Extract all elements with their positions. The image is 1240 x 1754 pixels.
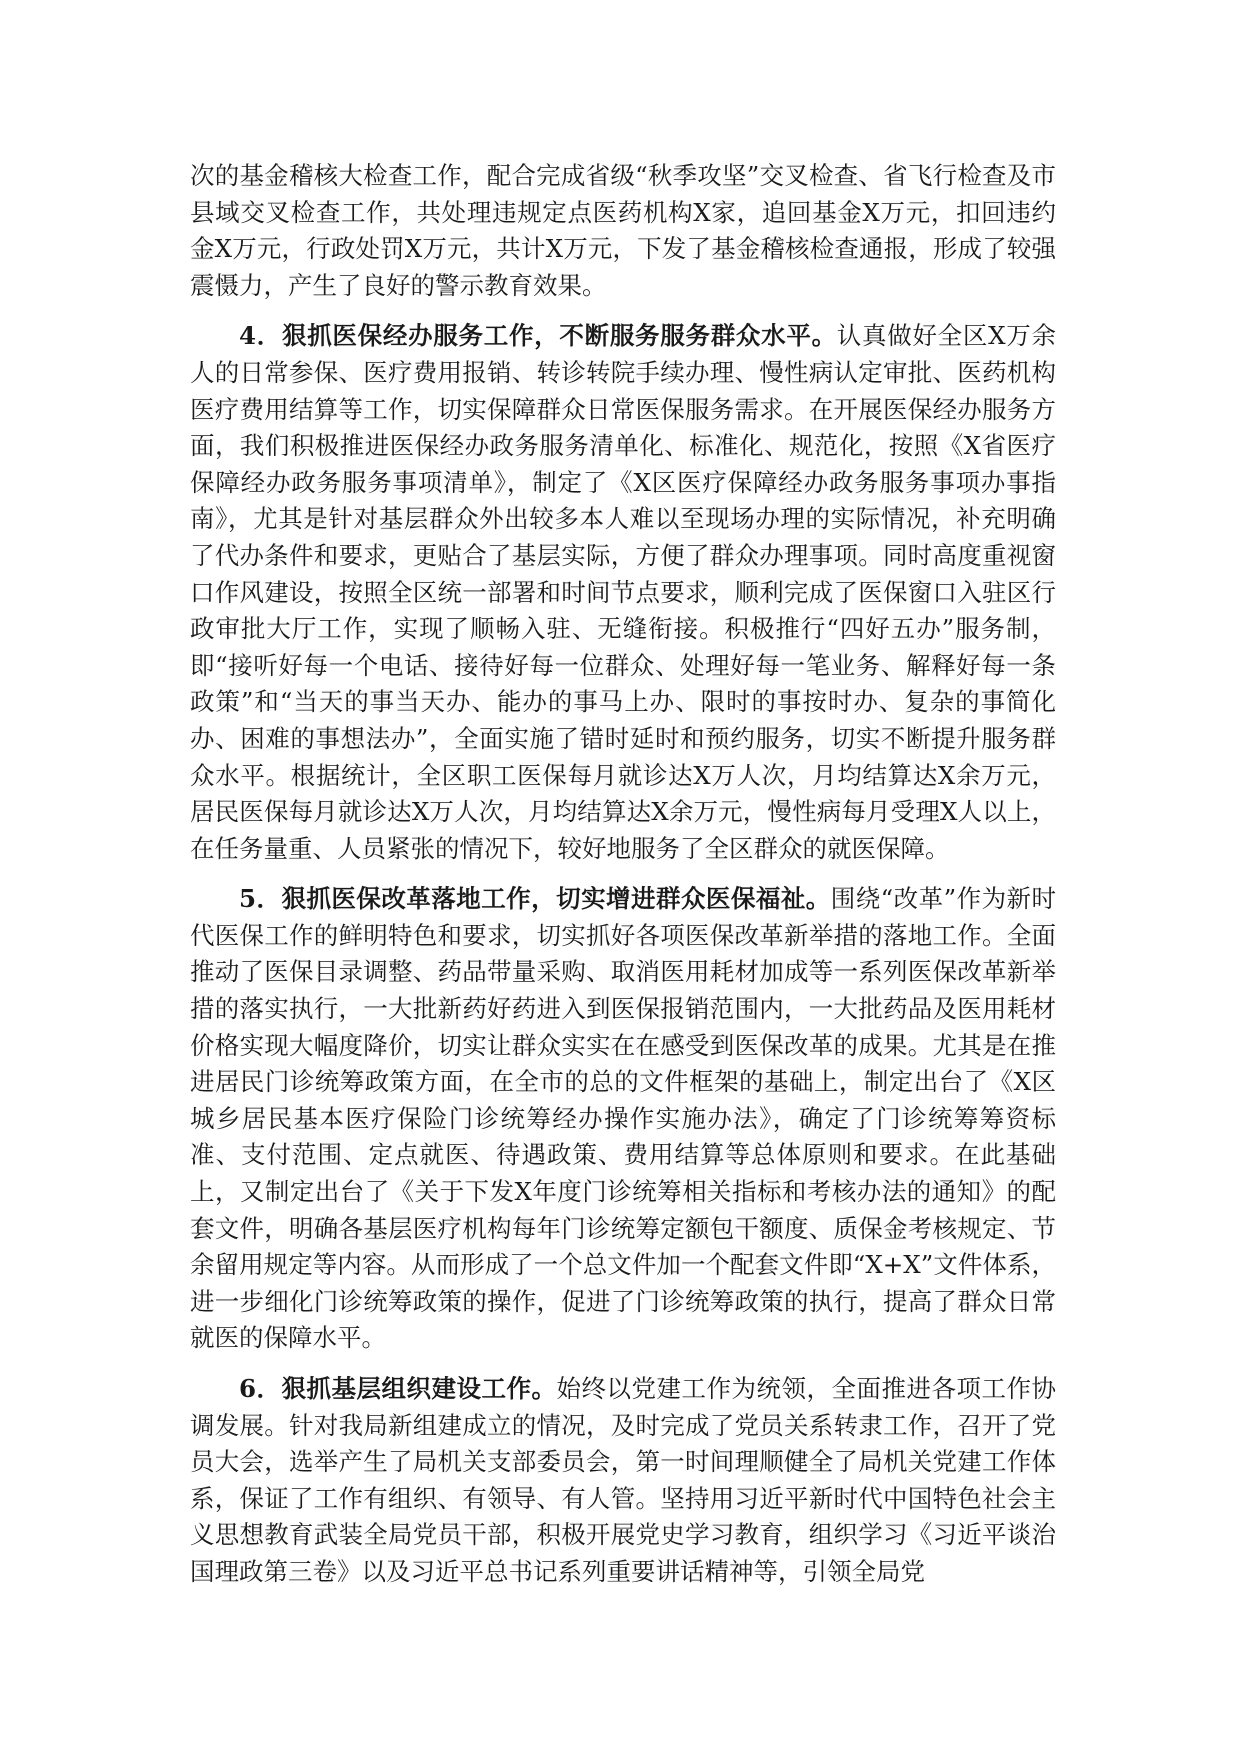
paragraph-heading: 6．狠抓基层组织建设工作。 [239, 1374, 557, 1403]
paragraph-item-6 [190, 1371, 1056, 1591]
paragraph-body: 围绕“改革”作为新时代医保工作的鲜明特色和要求，切实抓好各项医保改革新举措的落地工作。全面推动了医保目录调整、药品带量采购、取消医用耗材加成等一系列医保改革新举措的落实执行，一大批新药好药进入到医保报销范围内，一大批药品及医用耗材价格实现大幅度降价，切实让群众实实在在感受到医保改革的成果。尤其是在推进居民门诊统筹政策方面，在全市的总的文件框架的基础上，制定出台了《X区城乡居民基本医疗保险门诊统筹经办操作实施办法》，确定了门诊统筹筹资标准、支付范围、定点就医、待遇政策、费用结算等总体原则和要求。在此基础上，又制定出台了《关于下发X年度门诊统筹相关指标和考核办法的通知》的配套文件，明确各基层医疗机构每年门诊统筹定额包干额度、质保金考核规定、节余留用规定等内容。从而形成了一个总文件加一个配套文件即“X+X”文件体系，进一步细化门诊统筹政策的操作，促进了门诊统筹政策的执行，提高了群众日常就医的保障水平。 [190, 884, 1056, 1353]
paragraph-body: 认真做好全区X万余人的日常参保、医疗费用报销、转诊转院手续办理、慢性病认定审批、医药机构医疗费用结算等工作，切实保障群众日常医保服务需求。在开展医保经办服务方面，我们积极推进医保经办政务服务清单化、标准化、规范化，按照《X省医疗保障经办政务服务事项清单》，制定了《X区医疗保障经办政务服务事项办事指南》，尤其是针对基层群众外出较多本人难以至现场办理的实际情况，补充明确了代办条件和要求，更贴合了基层实际，方便了群众办理事项。同时高度重视窗口作风建设，按照全区统一部署和时间节点要求，顺利完成了医保窗口入驻区行政审批大厅工作，实现了顺畅入驻、无缝衔接。积极推行“四好五办”服务制，即“接听好每一个电话、接待好每一位群众、处理好每一笔业务、解释好每一条政策”和“当天的事当天办、能办的事马上办、限时的事按时办、复杂的事简化办、困难的事想法办”，全面实施了错时延时和预约服务，切实不断提升服务群众水平。根据统计，全区职工医保每月就诊达X万人次，月均结算达X余万元，居民医保每月就诊达X万人次，月均结算达X余万元，慢性病每月受理X人以上，在任务量重、人员紧张的情况下，较好地服务了全区群众的就医保障。 [190, 321, 1056, 863]
paragraph-body: 始终以党建工作为统领，全面推进各项工作协调发展。针对我局新组建成立的情况，及时完成了党员关系转隶工作，召开了党员大会，选举产生了局机关支部委员会，第一时间理顺健全了局机关党建工作体系，保证了工作有组织、有领导、有人管。坚持用习近平新时代中国特色社会主义思想教育武装全局党员干部，积极开展党史学习教育，组织学习《习近平谈治国理政第三卷》以及习近平总书记系列重要讲话精神等，引领全局党 [190, 1374, 1057, 1586]
paragraph-continuation [190, 158, 1056, 304]
paragraph-body: 次的基金稽核大检查工作，配合完成省级“秋季攻坚”交叉检查、省飞行检查及市县域交叉检查工作，共处理违规定点医药机构X家，追回基金X万元，扣回违约金X万元，行政处罚X万元，共计X万元，下发了基金稽核检查通报，形成了较强震慑力，产生了良好的警示教育效果。 [190, 161, 1056, 300]
document-page [190, 158, 1056, 1605]
paragraph-heading: 4．狠抓医保经办服务工作，不断服务服务群众水平。 [239, 321, 837, 351]
paragraph-item-5 [190, 881, 1056, 1357]
paragraph-item-4 [190, 318, 1056, 867]
paragraph-heading: 5．狠抓医保改革落地工作，切实增进群众医保福祉。 [239, 884, 831, 914]
